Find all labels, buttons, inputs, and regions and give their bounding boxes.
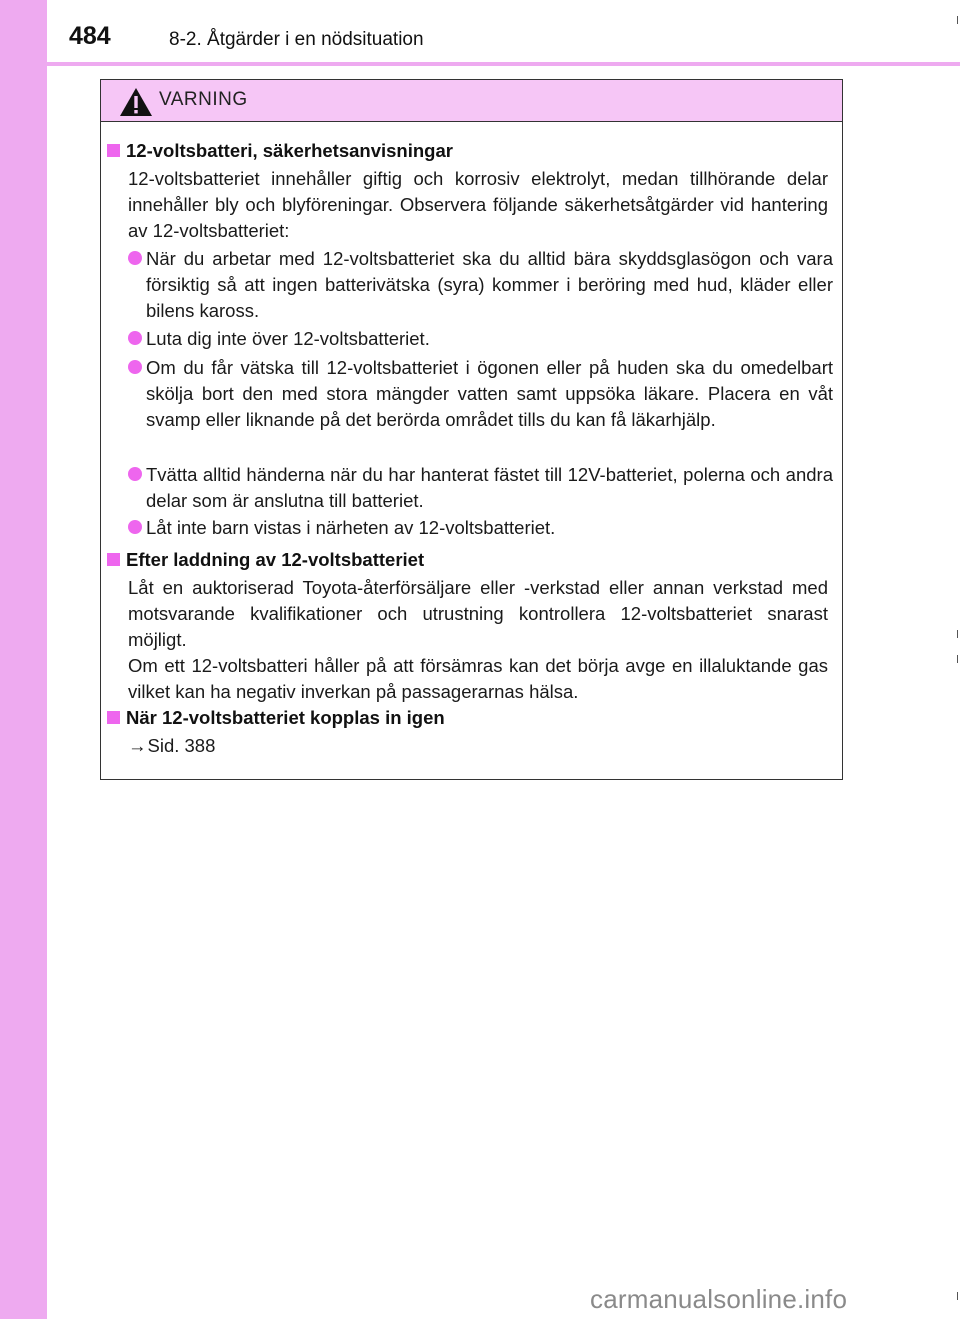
section-paragraph: Låt en auktoriserad Toyota-återförsäljare eller -verkstad eller annan verkstad med motsvarande kvalifikationer och utrustning kontrollera 12-voltsbatteriet snarast möjligt.	[128, 577, 828, 650]
round-bullet-icon	[128, 520, 142, 534]
section-heading: Efter laddning av 12-voltsbatteriet	[107, 549, 424, 571]
page-reference[interactable]: →Sid. 388	[128, 735, 216, 756]
round-bullet-icon	[128, 360, 142, 374]
square-bullet-icon	[107, 144, 120, 157]
section-intro: 12-voltsbatteriet innehåller giftig och korrosiv elektrolyt, medan tillhörande delar innehåller bly och blyföreningar. Observera följande säkerhetsåtgärder vid hantering av 12-voltsbatteriet:	[128, 168, 828, 241]
chapter-title: 8-2. Åtgärder i en nödsituation	[169, 29, 424, 50]
arrow-right-icon: →	[128, 735, 147, 756]
square-bullet-icon	[107, 711, 120, 724]
page-header	[47, 0, 960, 62]
section-paragraph: Om ett 12-voltsbatteri håller på att försämras kan det börja avge en illaluktande gas vilket kan ha negativ inverkan på passagerarnas hälsa.	[128, 655, 828, 702]
side-color-band	[0, 0, 47, 1319]
round-bullet-icon	[128, 467, 142, 481]
warning-header	[101, 80, 842, 122]
crop-mark	[957, 16, 958, 24]
header-rule	[47, 62, 960, 66]
page-number: 484	[69, 22, 111, 50]
warning-triangle-icon	[119, 87, 153, 117]
section-heading: 12-voltsbatteri, säkerhetsanvisningar	[107, 140, 453, 162]
crop-mark	[957, 655, 958, 663]
round-bullet-icon	[128, 331, 142, 345]
square-bullet-icon	[107, 553, 120, 566]
warning-box: VARNING 12-voltsbatteri, säkerhetsanvisningar 12-voltsbatteriet innehåller giftig och korrosiv elektrolyt, medan tillhörande delar innehåller bly och blyföreningar. Observera följande säkerhetsåtgärder vid hantering av 12-voltsbatteriet: När du arbetar med 12-voltsbatteriet ska du alltid bära skyddsglasögon och vara försiktig så att ingen batterivätska (syra) kommer i beröring med hud, kläder eller bilens kaross. Luta dig inte över 12-voltsbatteriet. Om du får vätska till 12-voltsbatteriet i ögonen eller på huden ska du omedelbart skölja bort den med stora mängder vatten samt uppsöka läkare. Placera en våt svamp eller liknande på det berörda området tills du kan få läkarhjälp. Tvätta alltid händerna när du har hanterat fästet till 12V-batteriet, polerna och andra delar som är anslutna till batteriet. Låt inte barn vistas i närheten av 12-voltsbatteriet. Efter laddning av 12-voltsbatteriet Låt en auktoriserad Toyota-återförsäljare eller -verkstad eller annan verkstad med motsvarande kvalifikationer och utrustning kontrollera 12-voltsbatteriet snarast möjligt. Om ett 12-voltsbatteri håller på att försämras kan det börja avge en illaluktande gas vilket kan ha negativ inverkan på passagerarnas hälsa. När 12-voltsbatteriet kopplas in igen →Sid. 388	[100, 79, 843, 780]
warning-label: VARNING	[159, 89, 248, 110]
crop-mark	[957, 1292, 958, 1300]
crop-mark	[957, 630, 958, 638]
watermark: carmanualsonline.info	[590, 1284, 848, 1314]
section-heading: När 12-voltsbatteriet kopplas in igen	[107, 707, 445, 729]
round-bullet-icon	[128, 251, 142, 265]
